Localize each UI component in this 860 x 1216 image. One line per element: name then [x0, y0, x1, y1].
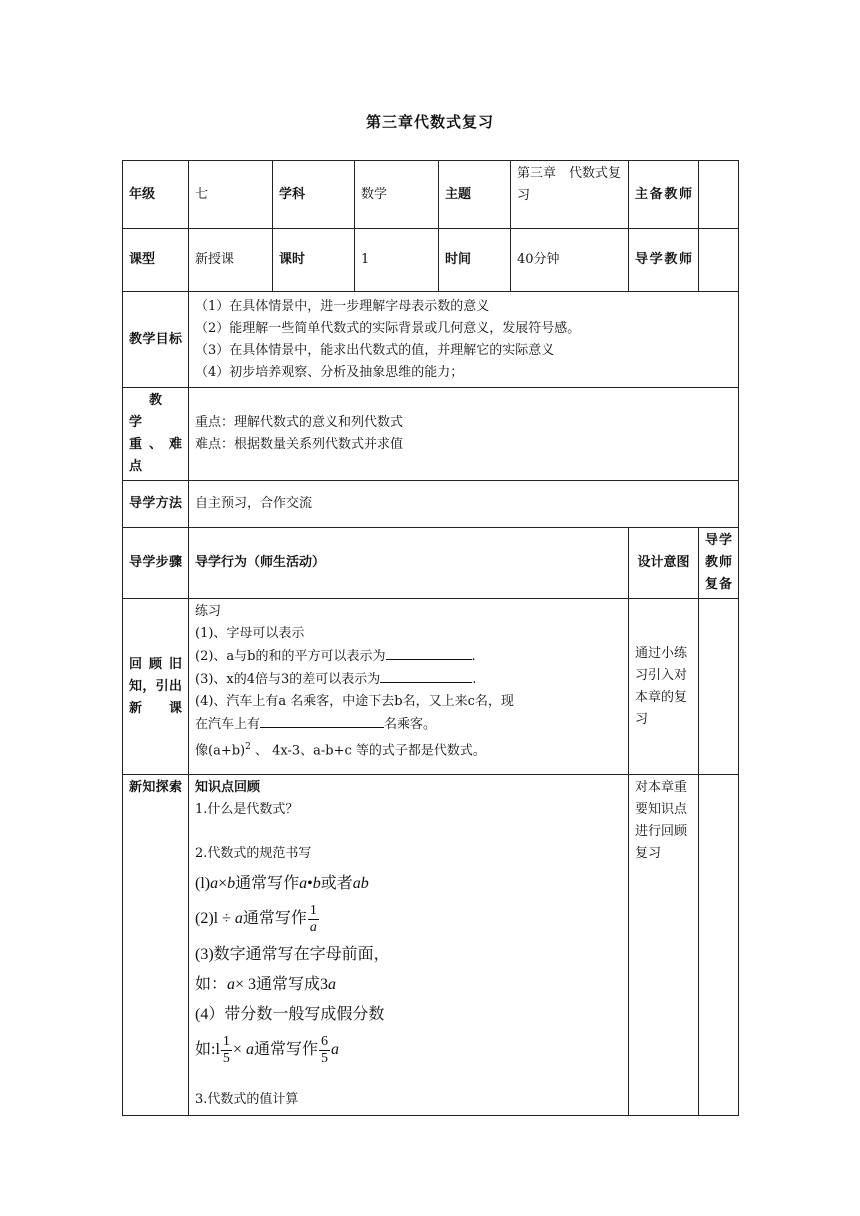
lesson-plan-table [122, 160, 739, 1116]
header-row-1 [123, 161, 739, 229]
steps-label: 导学步骤 [123, 528, 189, 599]
math-rule-3-example: 如：a× 3通常写成3a [195, 976, 337, 993]
key-points-row [123, 388, 739, 481]
fraction: $\frac{6}{5}$ [320, 1034, 328, 1066]
intent-label: 设计意图 [629, 528, 699, 599]
subject-label: 学科 [273, 161, 355, 229]
theme-value: 第三章 代数式复习 [511, 161, 629, 229]
answer-blank [260, 713, 384, 728]
grade-value: 七 [189, 161, 273, 229]
review-label: 导学教师复备 [699, 528, 739, 599]
period-value: 1 [355, 229, 439, 292]
goal-item: （1）在具体情景中，进一步理解字母表示数的意义 [195, 298, 490, 314]
review-content: 练习 (1)、字母可以表示 (2)、a与b的和的平方可以表示为 . (3)、x的4倍与3的差可以表示为 . (4)、汽车上有a 名乘客，中途下去b名，又上来c名，现 在汽车上有 名乘客。 像$(a+b)^2$ 、 4x-3、a-b+c 等的式子都是代数式。 [189, 599, 629, 775]
goal-item: （3）在具体情景中，能求出代数式的值，并理解它的实际意义 [195, 342, 555, 358]
explore-label: 新知探索 [123, 775, 189, 1116]
explore-row [123, 775, 739, 1116]
subject-value: 数学 [355, 161, 439, 229]
explore-notes [699, 775, 739, 1116]
header-row-2 [123, 229, 739, 292]
math-rule-1: (l)a×b通常写作a•b或者ab [195, 875, 369, 892]
guide-teacher-label: 导学教师 [629, 229, 699, 292]
goals-label: 教学目标 [123, 292, 189, 388]
goal-item: （4）初步培养观察、分析及抽象思维的能力； [195, 364, 464, 380]
type-label: 课型 [123, 229, 189, 292]
page-title: 第三章代数式复习 [365, 113, 494, 131]
fraction: $\frac{1}{a}$ [309, 903, 317, 935]
math-rule-4: (4）带分数一般写成假分数 [195, 1006, 385, 1023]
review-notes [699, 599, 739, 775]
prep-teacher-value [699, 161, 739, 229]
math-rule-4-example: 如:l $\frac{1}{5}$ × a通常写作 $\frac{6}{5}$ a [195, 1034, 339, 1066]
guide-teacher-value [699, 229, 739, 292]
type-value: 新授课 [189, 229, 273, 292]
key-point: 重点：理解代数式的意义和列代数式 [195, 415, 404, 430]
time-value: 40分钟 [511, 229, 629, 292]
math-rule-3: (3)数字通常写在字母前面， [195, 946, 390, 963]
answer-blank [380, 668, 472, 683]
period-label: 课时 [273, 229, 355, 292]
steps-header-row [123, 528, 739, 599]
time-label: 时间 [439, 229, 511, 292]
method-value: 自主预习，合作交流 [189, 481, 739, 528]
goals-row [123, 292, 739, 388]
method-label: 导学方法 [123, 481, 189, 528]
theme-label: 主题 [439, 161, 511, 229]
difficult-point: 难点：根据数量关系列代数式并求值 [195, 437, 404, 452]
key-points-content [189, 388, 739, 481]
explore-intent: 对本章重要知识点进行回顾复习 [629, 775, 699, 1116]
grade-label: 年级 [123, 161, 189, 229]
review-row-label: 回顾旧知，引出新课 [123, 599, 189, 775]
key-points-label: 教 学 重、难 点 [123, 388, 189, 481]
goals-content [189, 292, 739, 388]
answer-blank [386, 645, 472, 660]
math-rule-2: (2)l ÷ a通常写作 $\frac{1}{a}$ [195, 903, 317, 935]
explore-content: 知识点回顾 1.什么是代数式？ 2.代数式的规范书写 (l)a×b通常写作a•b或者ab (2)l ÷ a通常写作 $\frac{1}{a}$ (3)数字通常写在字母前面， 如：a× 3通常写成3a (4）带分数一般写成假分数 如:l $\frac{1}{5}$ × a通常写作 $\frac{6}{5}$ a 3.代数式的值计算 [189, 775, 629, 1116]
fraction: $\frac{1}{5}$ [222, 1034, 230, 1066]
review-intent: 通过小练习引入对本章的复习 [629, 599, 699, 775]
method-row [123, 481, 739, 528]
actions-label: 导学行为（师生活动） [189, 528, 629, 599]
prep-teacher-label: 主备教师 [629, 161, 699, 229]
review-row [123, 599, 739, 775]
goal-item: （2）能理解一些简单代数式的实际背景或几何意义，发展符号感。 [195, 320, 581, 336]
